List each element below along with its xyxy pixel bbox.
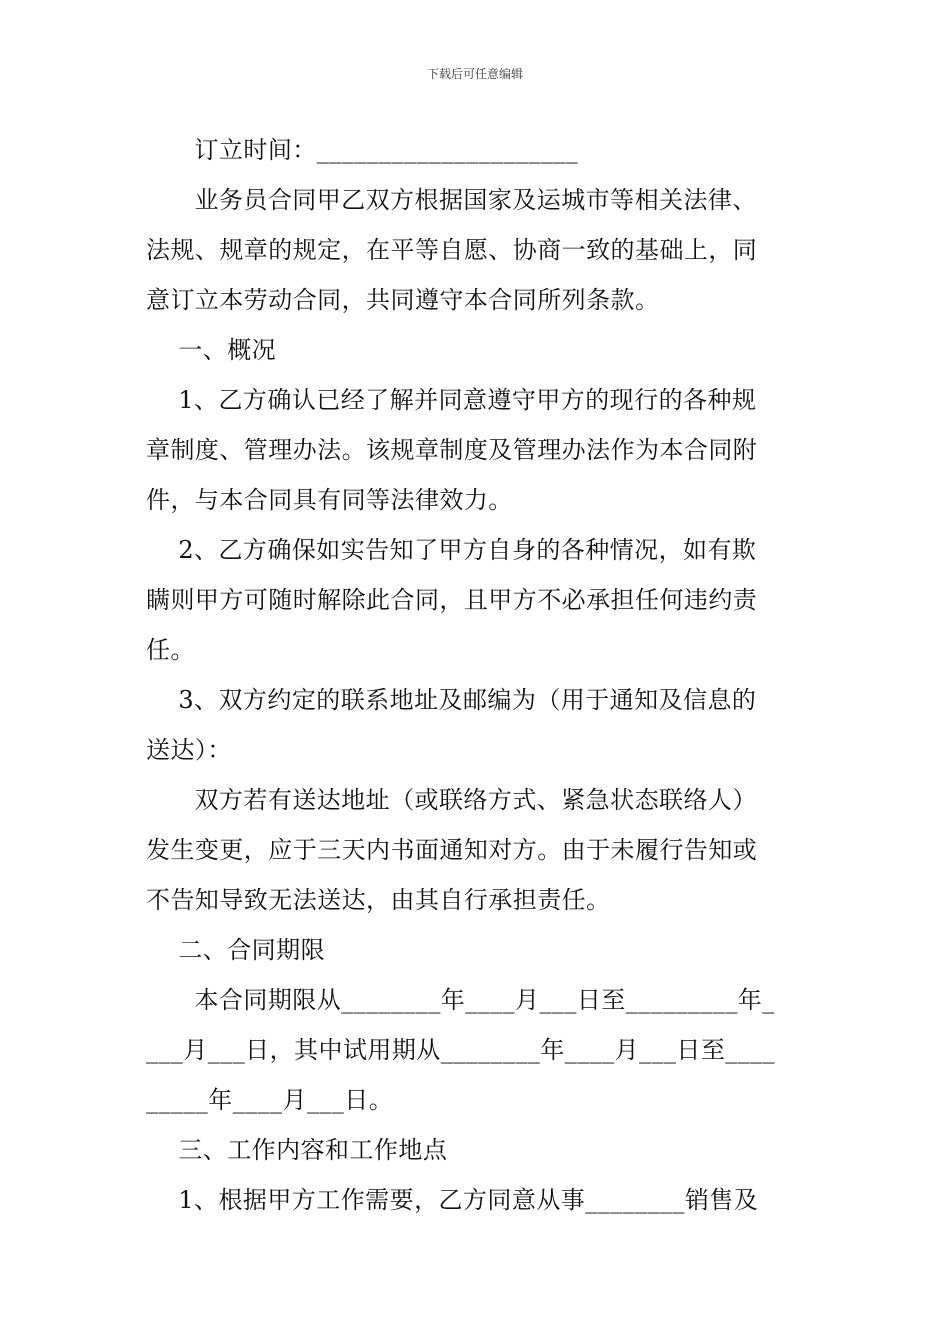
section-heading-work: 三、工作内容和工作地点 [146, 1136, 448, 1164]
clause-1-3-line: 3、双方约定的联系地址及邮编为（用于通知及信息的 [146, 686, 757, 714]
signing-date-line: 订立时间：_____________________ [146, 136, 579, 164]
clause-3-1-line: 1、根据甲方工作需要，乙方同意从事________销售及 [146, 1186, 759, 1214]
contract-term-line: ___月___日，其中试用期从________年____月___日至____ [146, 1036, 776, 1064]
contract-term-line: 本合同期限从________年____月___日至_________年_ [146, 986, 775, 1014]
clause-1-2-line: 瞒则甲方可随时解除此合同，且甲方不必承担任何违约责 [146, 586, 758, 614]
intro-paragraph-line: 意订立本劳动合同，共同遵守本合同所列条款。 [146, 286, 660, 314]
address-change-line: 发生变更，应于三天内书面通知对方。由于未履行告知或 [146, 836, 758, 864]
intro-paragraph-line: 法规、规章的规定，在平等自愿、协商一致的基础上，同 [146, 236, 758, 264]
clause-1-1-line: 章制度、管理办法。该规章制度及管理办法作为本合同附 [146, 436, 758, 464]
address-change-line: 不告知导致无法送达，由其自行承担责任。 [146, 886, 611, 914]
clause-1-1-line: 1、乙方确认已经了解并同意遵守甲方的现行的各种规 [146, 386, 757, 414]
address-change-line: 双方若有送达地址（或联络方式、紧急状态联络人） [146, 786, 757, 814]
page-header: 下载后可任意编辑 [426, 67, 523, 81]
clause-1-2-line: 任。 [146, 636, 195, 664]
clause-1-2-line: 2、乙方确保如实告知了甲方自身的各种情况，如有欺 [146, 536, 757, 564]
section-heading-term: 二、合同期限 [146, 936, 326, 964]
contract-term-line: _____年____月___日。 [146, 1086, 394, 1114]
section-heading-overview: 一、概况 [146, 336, 277, 364]
clause-1-3-line: 送达）： [146, 736, 232, 764]
clause-1-1-line: 件，与本合同具有同等法律效力。 [146, 486, 513, 514]
intro-paragraph-line: 业务员合同甲乙双方根据国家及运城市等相关法律、 [146, 186, 757, 214]
